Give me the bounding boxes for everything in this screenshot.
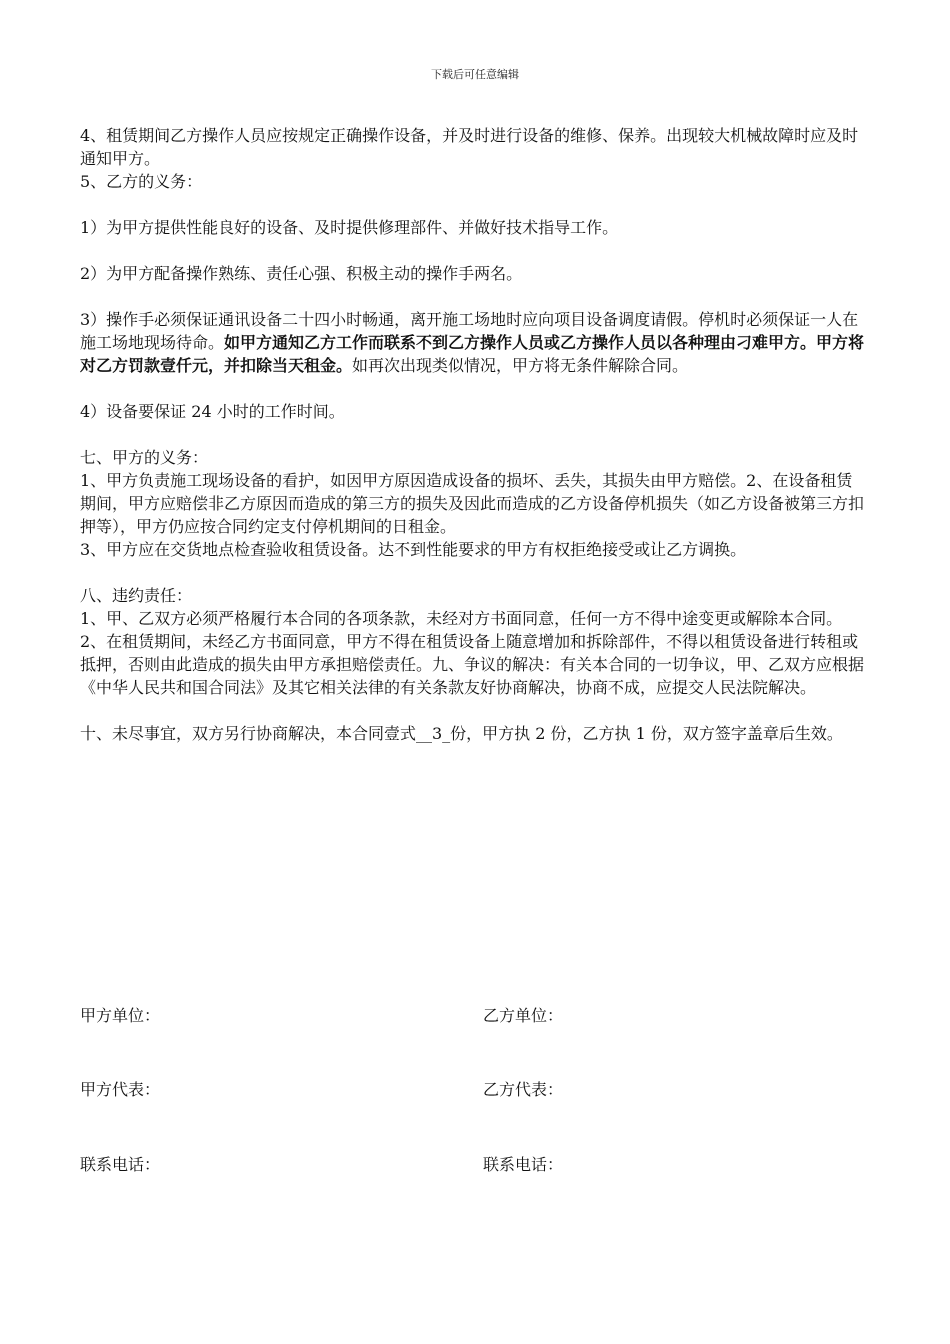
clause-5-item-4: 4）设备要保证 24 小时的工作时间。 — [80, 402, 345, 421]
section-10: 十、未尽事宜，双方另行协商解决，本合同壹式__3_份，甲方执 2 份，乙方执 1 份，双方签字盖章后生效。 — [80, 724, 843, 743]
page-header-note: 下载后可任意编辑 — [431, 68, 519, 81]
party-b-phone-label: 联系电话： — [483, 1155, 564, 1174]
clause-5-heading: 5、乙方的义务： — [80, 172, 203, 191]
section-7-item-3: 3、甲方应在交货地点检查验收租赁设备。达不到性能要求的甲方有权拒绝接受或让乙方调换。 — [80, 540, 747, 559]
party-b-unit-label: 乙方单位： — [483, 1006, 564, 1025]
party-a-unit-label: 甲方单位： — [80, 1006, 161, 1025]
clause-5-item-3 — [80, 308, 865, 377]
section-8-item-2: 2、在租赁期间，未经乙方书面同意，甲方不得在租赁设备上随意增加和拆除部件，不得以租赁设备进行转租或抵押，否则由此造成的损失由甲方承担赔偿责任。九、争议的解决：有关本合同的一切争议，甲、乙双方应根据《中华人民共和国合同法》及其它相关法律的有关条款友好协商解决，协商不成，应提交人民法院解决。 — [80, 632, 865, 697]
party-b-rep-label: 乙方代表： — [483, 1080, 564, 1099]
section-7-heading: 七、甲方的义务： — [80, 448, 209, 467]
section-8-item-1: 1、甲、乙双方必须严格履行本合同的各项条款，未经对方书面同意，任何一方不得中途变更或解除本合同。 — [80, 609, 843, 628]
party-a-rep-label: 甲方代表： — [80, 1080, 161, 1099]
section-8-heading: 八、违约责任： — [80, 586, 193, 605]
contract-body — [80, 124, 865, 745]
clause-5-item-1: 1）为甲方提供性能良好的设备、及时提供修理部件、并做好技术指导工作。 — [80, 218, 619, 237]
clause-5-item-2: 2）为甲方配备操作熟练、责任心强、积极主动的操作手两名。 — [80, 264, 523, 283]
clause-4-operation: 4、租赁期间乙方操作人员应按规定正确操作设备，并及时进行设备的维修、保养。出现较大机械故障时应及时通知甲方。 — [80, 126, 859, 168]
section-7-item-1-2: 1、甲方负责施工现场设备的看护，如因甲方原因造成设备的损坏、丢失，其损失由甲方赔偿。2、在设备租赁期间，甲方应赔偿非乙方原因而造成的第三方的损失及因此而造成的乙方设备停机损失（如乙方设备被第三方扣押等），甲方仍应按合同约定支付停机期间的日租金。 — [80, 471, 865, 536]
clause-5-item-3-bold: 如甲方通知乙方工作而联系不到乙方操作人员或乙方操作人员以各种理由刁难甲方。甲方将对乙方罚款壹仟元，并扣除当天租金。 — [80, 333, 865, 375]
clause-5-item-3-text: 3）操作手必须保证通讯设备二十四小时畅通，离开施工场地时应向项目设备调度请假。停机时必须保证一人在施工场地现场待命。 — [80, 310, 859, 352]
party-a-phone-label: 联系电话： — [80, 1155, 161, 1174]
clause-5-item-3-tail: 如再次出现类似情况，甲方将无条件解除合同。 — [352, 356, 689, 375]
